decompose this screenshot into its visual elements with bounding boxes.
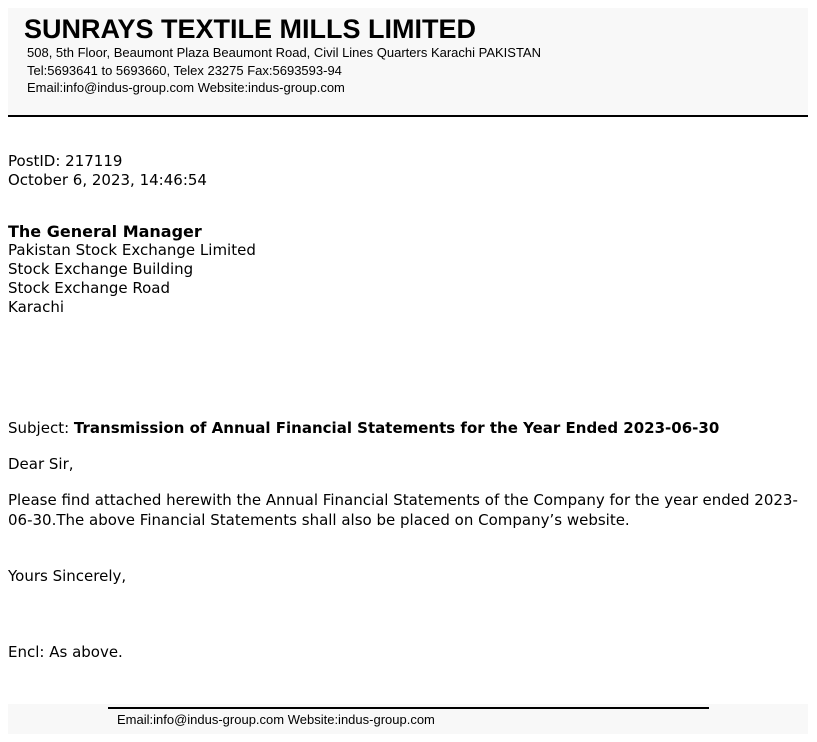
post-id: PostID: 217119	[8, 152, 123, 170]
recipient-line: Stock Exchange Building	[8, 260, 194, 278]
company-phone-fax: Tel:5693641 to 5693660, Telex 23275 Fax:5693593-94	[27, 63, 342, 78]
recipient-line: Stock Exchange Road	[8, 279, 170, 297]
footer-divider	[108, 707, 709, 709]
subject-label: Subject:	[8, 419, 70, 437]
footer-email-website: Email:info@indus-group.com Website:indus-group.com	[117, 712, 435, 727]
subject-text: Transmission of Annual Financial Statements for the Year Ended 2023-06-30	[73, 419, 720, 437]
closing: Yours Sincerely,	[8, 567, 127, 585]
recipient-block	[8, 222, 256, 317]
company-name: SUNRAYS TEXTILE MILLS LIMITED	[24, 14, 477, 44]
letterhead	[8, 8, 808, 117]
post-date: October 6, 2023, 14:46:54	[8, 171, 207, 189]
letter-body: Please find attached herewith the Annual Financial Statements of the Company for the year ended 2023-06-30.The above Financial Statements shall also be placed on Company’s website.	[8, 491, 798, 529]
company-email-website: Email:info@indus-group.com Website:indus-group.com	[27, 80, 345, 95]
recipient-line: Pakistan Stock Exchange Limited	[8, 241, 256, 259]
recipient-title: The General Manager	[8, 222, 202, 241]
footer	[8, 704, 808, 734]
enclosure-note: Encl: As above.	[8, 643, 123, 661]
recipient-line: Karachi	[8, 298, 65, 316]
subject-line	[8, 419, 719, 438]
company-address: 508, 5th Floor, Beaumont Plaza Beaumont Road, Civil Lines Quarters Karachi PAKISTAN	[27, 45, 541, 60]
salutation: Dear Sir,	[8, 455, 74, 473]
